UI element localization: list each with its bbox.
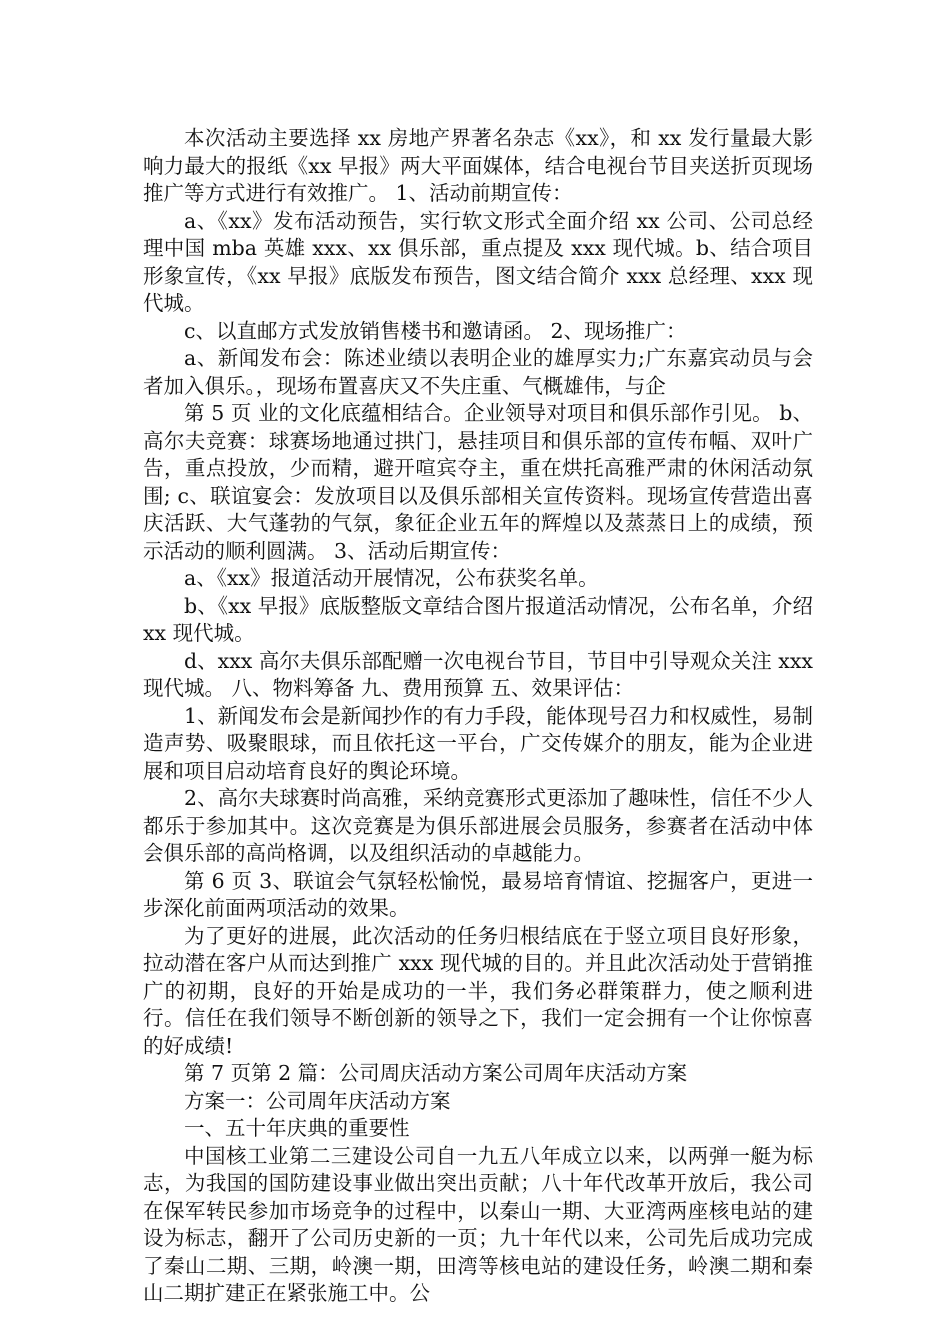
paragraph: 2、高尔夫球赛时尚高雅，采纳竞赛形式更添加了趣味性，信任不少人都乐于参加其中。这次竞赛是为俱乐部进展会员服务，参赛者在活动中体会俱乐部的高尚格调，以及组织活动的卓越能力。	[143, 786, 813, 865]
paragraph: 第 5 页 业的文化底蕴相结合。企业领导对项目和俱乐部作引见。 b、高尔夫竞赛：球赛场地通过拱门，悬挂项目和俱乐部的宣传布幅、双叶广告，重点投放，少而精，避开喧宾夺主，重在烘托高雅严肃的休闲活动氛围; c、联谊宴会：发放项目以及俱乐部相关宣传资料。现场宣传营造出喜庆活跃、大气蓬勃的气氛，象征企业五年的辉煌以及蒸蒸日上的成绩，预示活动的顺利圆满。 3、活动后期宣传：	[143, 401, 813, 563]
paragraph: 为了更好的进展，此次活动的任务归根结底在于竖立项目良好形象，拉动潜在客户从而达到推广 xxx 现代城的目的。并且此次活动处于营销推广的初期，良好的开始是成功的一半，我们务必群策群力，使之顺利进行。信任在我们领导不断创新的领导之下，我们一定会拥有一个让你惊喜的好成绩!	[143, 923, 813, 1058]
document-body	[143, 125, 813, 1308]
paragraph: 一、五十年庆典的重要性	[184, 1116, 410, 1140]
paragraph: a、新闻发布会：陈述业绩以表明企业的雄厚实力;广东嘉宾动员与会者加入俱乐。，现场布置喜庆又不失庄重、气概雄伟，与企	[143, 346, 813, 398]
paragraph: 方案一：公司周年庆活动方案	[184, 1088, 451, 1113]
paragraph: a、《xx》报道活动开展情况，公布获奖名单。	[184, 566, 599, 590]
paragraph: c、以直邮方式发放销售楼书和邀请函。 2、现场推广：	[184, 318, 687, 343]
paragraph: 第 6 页 3、联谊会气氛轻松愉悦，最易培育情谊、挖掘客户，更进一步深化前面两项活动的效果。	[143, 868, 813, 920]
paragraph: b、《xx 早报》底版整版文章结合图片报道活动情况，公布名单，介绍 xx 现代城。	[143, 593, 813, 645]
paragraph: 中国核工业第二三建设公司自一九五八年成立以来，以两弹一艇为标志，为我国的国防建设事业做出突出贡献；八十年代改革开放后，我公司在保军转民参加市场竞争的过程中，以秦山一期、大亚湾两座核电站的建设为标志，翻开了公司历史新的一页；九十年代以来，公司先后成功完成了秦山二期、三期，岭澳一期，田湾等核电站的建设任务，岭澳二期和秦山二期扩建正在紧张施工中。公	[143, 1143, 813, 1305]
paragraph: 1、新闻发布会是新闻抄作的有力手段，能体现号召力和权威性，易制造声势、吸聚眼球，而且依托这一平台，广交传媒介的朋友，能为企业进展和项目启动培育良好的舆论环境。	[143, 703, 813, 783]
paragraph: 本次活动主要选择 xx 房地产界著名杂志《xx》，和 xx 发行量最大影响力最大的报纸《xx 早报》两大平面媒体，结合电视台节目夹送折页现场推广等方式进行有效推广。 1、活动前期宣传：	[143, 126, 813, 205]
paragraph: d、xxx 高尔夫俱乐部配赠一次电视台节目，节目中引导观众关注 xxx 现代城。 八、物料筹备 九、费用预算 五、效果评估：	[143, 648, 813, 700]
paragraph: a、《xx》发布活动预告，实行软文形式全面介绍 xx 公司、公司总经理中国 mba 英雄 xxx、xx 俱乐部，重点提及 xxx 现代城。b、结合项目形象宣传，《xx 早报》底版发布预告，图文结合简介 xxx 总经理、xxx 现代城。	[143, 208, 813, 315]
paragraph: 第 7 页第 2 篇：公司周庆活动方案公司周年庆活动方案	[184, 1061, 688, 1085]
